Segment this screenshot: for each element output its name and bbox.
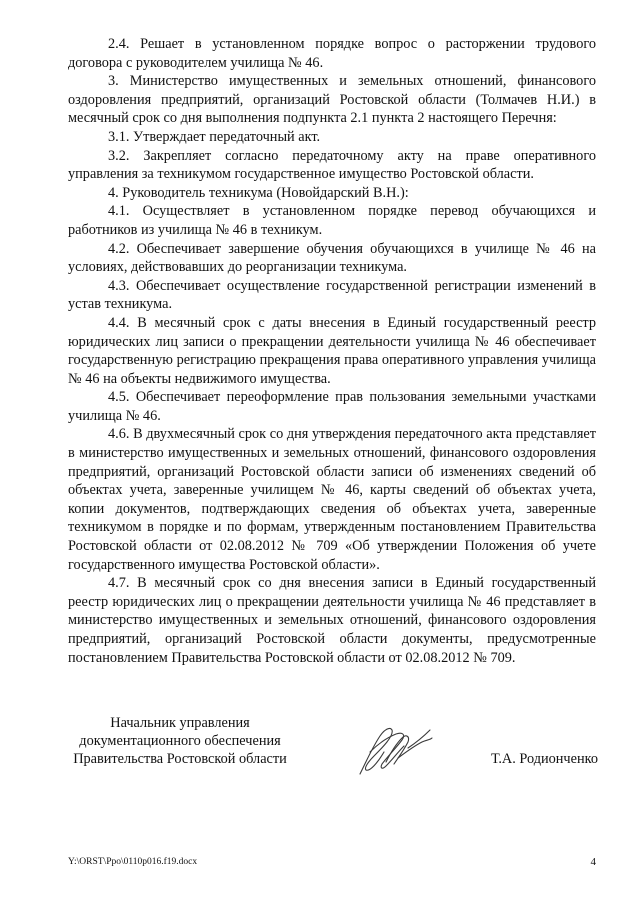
- paragraph-4-4: 4.4. В месячный срок с даты внесения в Единый государственный реестр юридических лиц записи о прекращении деятельности училища № 46 обеспечивает государственную регистрацию прекращения права оперативного управления училища № 46 на объекты недвижимого имущества.: [68, 314, 596, 387]
- paragraph-4-3: 4.3. Обеспечивает осуществление государственной регистрации изменений в устав техникума.: [68, 277, 596, 313]
- paragraph-3: 3. Министерство имущественных и земельных отношений, финансового оздоровления предприятий, организаций Ростовской области (Толмачев Н.И.) в месячный срок со дня выполнения подпункта 2.1 пункта 2 настоящего Перечня:: [68, 73, 596, 127]
- signatory-name: Т.А. Родионченко: [491, 751, 598, 767]
- position-line: документационного обеспечения: [79, 733, 281, 749]
- paragraph-4-2: 4.2. Обеспечивает завершение обучения обучающихся в училище № 46 на условиях, действовавших до реорганизации техникума.: [68, 240, 596, 276]
- signatory-position: [50, 714, 310, 768]
- paragraph-4-6: 4.6. В двухмесячный срок со дня утверждения передаточного акта представляет в министерство имущественных и земельных отношений, финансового оздоровления предприятий, организаций Ростовской области записи об изменениях сведений об объектах учета, заверенные училищем № 46, карты сведений об объектах учета, копии документов, подтверждающих сведения об объектах учета, заверенные техникумом в порядке и по формам, утвержденным постановлением Правительства Ростовской области от 02.08.2012 № 709 «Об утверждении Положения об учете государственного имущества Ростовской области».: [68, 426, 596, 573]
- document-body: [68, 35, 596, 667]
- paragraph-4: 4. Руководитель техникума (Новойдарский В.Н.):: [108, 184, 409, 201]
- page-number: 4: [590, 856, 596, 868]
- signature-block: [0, 714, 640, 774]
- paragraph-3-1: 3.1. Утверждает передаточный акт.: [108, 128, 321, 145]
- position-line: Начальник управления: [110, 715, 250, 731]
- handwritten-signature: [352, 718, 438, 780]
- paragraph-4-7: 4.7. В месячный срок со дня внесения записи в Единый государственный реестр юридических лиц о прекращении деятельности училища № 46 представляет в министерство имущественных и земельных отношений, финансового оздоровления предприятий, организаций Ростовской области документы, предусмотренные постановлением Правительства Ростовской области от 02.08.2012 № 709.: [68, 575, 596, 666]
- file-path: Y:\ORST\Ppo\0110p016.f19.docx: [68, 857, 198, 867]
- paragraph-2-4: 2.4. Решает в установленном порядке вопрос о расторжении трудового договора с руководителем училища № 46.: [68, 36, 596, 71]
- paragraph-3-2: 3.2. Закрепляет согласно передаточному акту на праве оперативного управления за техникумом государственное имущество Ростовской области.: [68, 147, 596, 183]
- paragraph-4-5: 4.5. Обеспечивает переоформление прав пользования земельными участками училища № 46.: [68, 389, 596, 424]
- position-line: Правительства Ростовской области: [73, 751, 287, 767]
- paragraph-4-1: 4.1. Осуществляет в установленном порядке перевод обучающихся и работников из училища № 46 в техникум.: [68, 203, 596, 238]
